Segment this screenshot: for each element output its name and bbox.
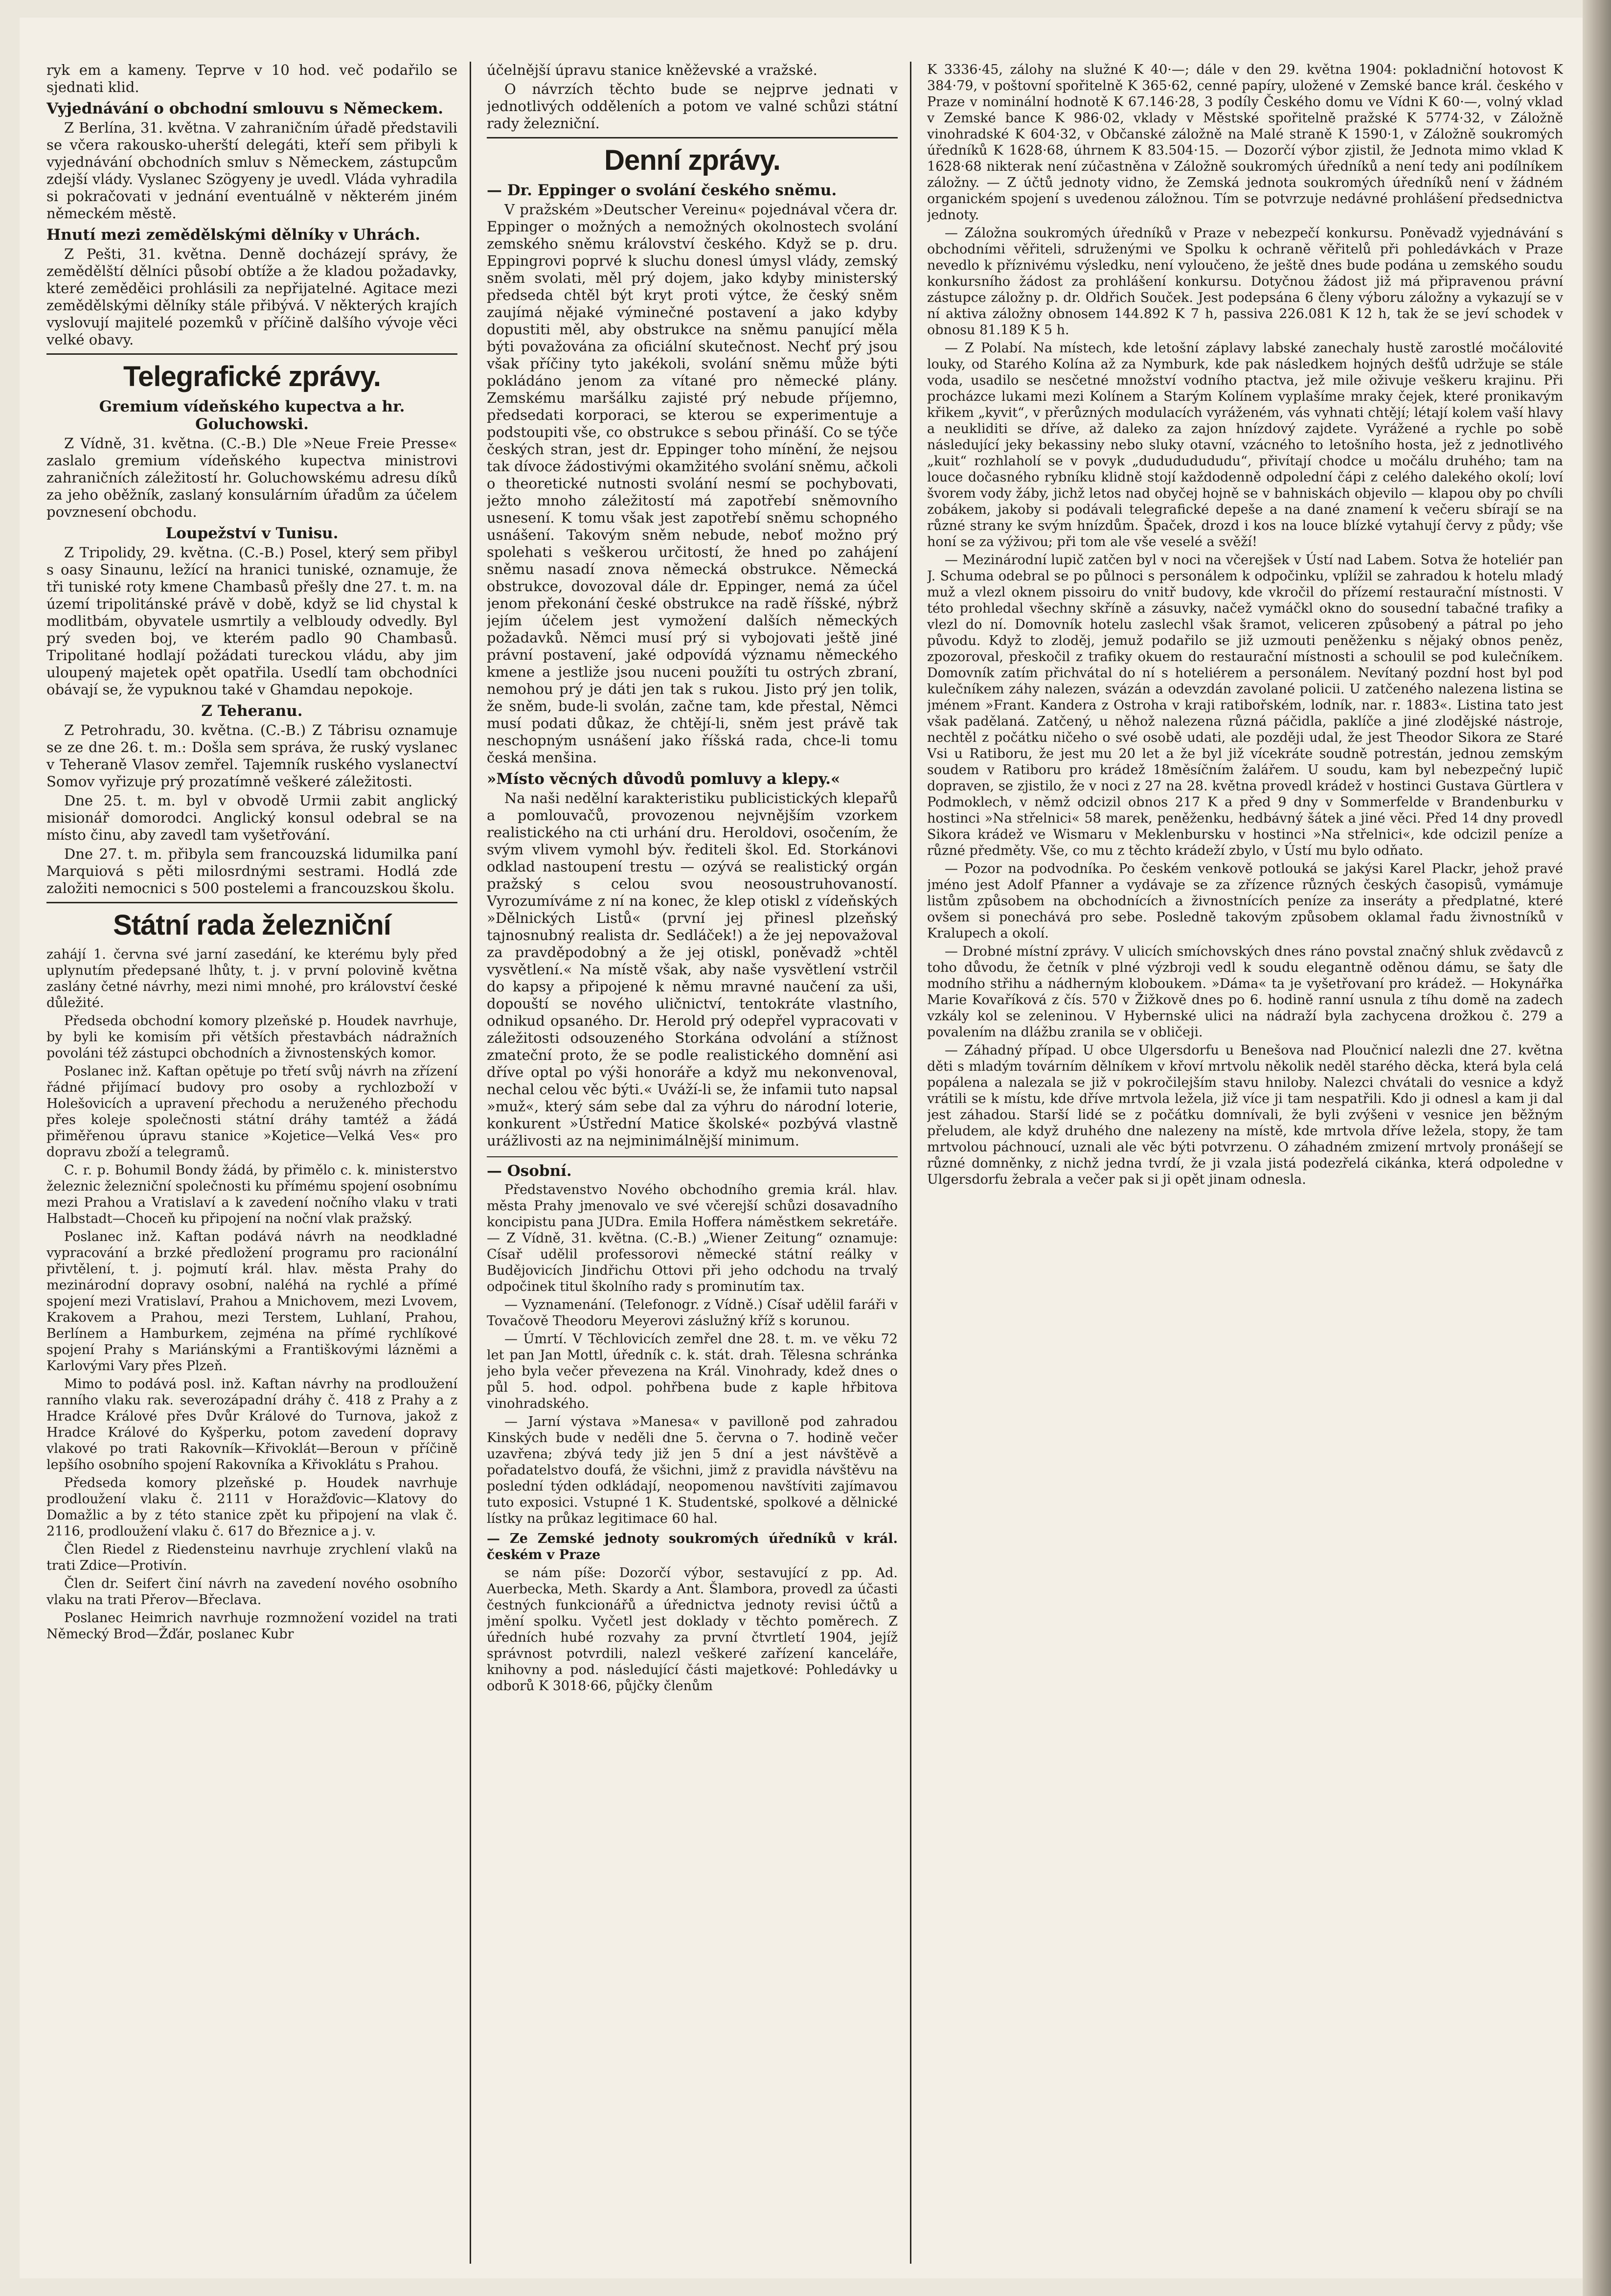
article-eppinger: V pražském »Deutscher Vereinu« pojednával včera dr. Eppinger o možných a nemožných okolnostech svolání zemského sněmu království českého. Když se p. dru. Eppingrovi poprvé k sluchu donesl úmysl vlády, zemský sněm svolati, měl prý dojem, jako kdyby ministerský předseda chtěl být kryt proti výtce, že český sněm zaujímá nějaké výminečné postavení a jako kdyby dopustiti měl, aby obstrukce na sněmu panující měla býti považována za oficiální skutečnost. Nechť prý jsou však příčiny tyto jakékoli, svolání sněmu může býti pokládáno jenom za vítané pro německé plány. Zemskému maršálku zajisté prý nebude příjemno, předsedati korporaci, se kterou se experimentuje a podstoupiti vše, co obstrukce s sebou přináší. Co se týče českých stran, jest dr. Eppinger toho mínění, že nejsou tak dívoce žádostivými okamžitého svolání sněmu, ačkoli o theoretické nutnosti svolání nesmí se pochybovati, ježto mnoho záležitostí má zapotřebí sněmovního usnesení. K tomu však jest zapotřebí sněmu schopného usnášení. Takovým sněm nebude, neboť možno prý spolehati s veškerou určitostí, že hned po zahájení sněmu nasadí znova německá obstrukce. Německá obstrukce, dovozoval dále dr. Eppinger, nemá za účel jenom překonání české obstrukce na radě říšské, nýbrž jejím účelem jest vymožení dalších německých požadavků. Němci musí prý si vybojovati ještě jiné právní postavení, jaké odpovídá významu německého kmene a jestliže jsou nuceni použíti tu ostrých zbraní, nemohou prý je dáti jen tak s rukou. Jisto prý jen tolik, že sněm, bude-li svolán, začne tam, kde přestal, Němci musí podati důkaz, že chtějí-li, sněm jest právě tak neschopným usnášení jako říšská rada, chce-li tomu česká menšina. [487, 201, 898, 766]
headline-gremium: Gremium vídeňského kupectva a hr. Goluchowski. [99, 398, 405, 433]
headline-farm-workers: Hnutí mezi zemědělskými dělníky v Uhrách. [46, 226, 421, 244]
article-lupic: — Mezinárodní lupič zatčen byl v noci na včerejšek v Ústí nad Labem. Sotva že hoteliér pan J. Schuma odebral se po půlnoci s personálem k odpočinku, vplížil se zahradou k hotelu mladý muž a vlezl oknem pissoiru do vnitř budovy, kde vkročil do přízemí restaurační místnosti. V této prohledal všechny skříně a zásuvky, načež vymáčkl okno do sousední tabačné trafiky a vlezl do ní. Domovník hotelu zaslechl však šramot, veliceren způsobený a pátral po jeho původu. Když to zloděj, jemuž podařilo se již uzmouti peněženku s nějaký obnos peněz, zpozoroval, přeskočil z trafiky okuem do restaurační místnosti a schoulil se pod kulečníkem. Domovník zatím přichvátal do ní s hoteliérem a personálem. Nevítaný pozdní host byl pod kulečníkem záhy nalezen, svázán a odevzdán zavolané policii. U zatčeného nalezena listina se jménem »Frant. Kandera z Ostroha v kraji ratibořském, lodník, nar. r. 1883«. Listina tato jest však padělaná. Zatčený, u něhož nalezena různá páčidla, paklíče a jiné zlodějské nástroje, nechtěl z počátku ničeho o své osobě udati, ale později udal, že jest Theodor Sikora ze Staré Vsi u Ratiboru, že jest mu 20 let a že byl již vícekráte soudně potrestán, jednou zemským soudem v Ratiboru pro krádež 18měsíčním žalářem. U soudu, kam byl nebezpečný lupič dopraven, se zjistilo, že v noci z 27 na 28. května provedl krádež v hostinci Gustava Gürtlera v Podmoklech, v němž odcizil obnos 217 K a před 9 dny v Sommerfelde v Brandenburku v hostinci »Na střelnici« 58 marek, peněženku, hedbávný šátek a jiné věci. Před 14 dny provedl Sikora krádež ve Wismaru v Meklenbursku v hostinci »Na střelnici«, kde odcizil peníze a různé předměty. Vše, co mu z těchto krádeží zbylo, v Ústí mu bylo odňato. [927, 552, 1563, 858]
headline-eppinger: — Dr. Eppinger o svolání českého sněmu. [487, 182, 837, 199]
article-rada-6: Mimo to podává posl. inž. Kaftan návrhy na prodloužení ranního vlaku rak. severozápadní dráhy č. 418 z Prahy a z Hradce Králové přes Dvůr Králové do Turnova, jakož z Hradce Králové do Kyšperku, potom zavedení dopravy vlakové po trati Rakovník—Křivoklát—Beroun v příčině lepšího osobního spojení Rakovníka a Křivoklátu s Prahou. [46, 1377, 457, 1472]
section-banner-denni: Denní zprávy. [487, 137, 898, 178]
page-fold-edge [1583, 0, 1611, 2296]
article-gremium: Z Vídně, 31. května. (C.-B.) Dle »Neue Freie Presse« zaslalo gremium vídeňského kupectva ministrovi zahraničních záležitostí hr. Goluchowskému adresu díků za jeho oběžník, zaslaný konsulárním úřadům za účelem povznesení obchodu. [46, 435, 457, 520]
article-zalozna: — Záložna soukromých úředníků v Praze v nebezpečí konkursu. Poněvadž vyjednávání s obchodními věřiteli, sdruženými ve Spolku k ochraně věřitelů při pohledávkách v Praze nevedlo k příznivému výsledku, není vyloučeno, že ještě dnes bude podána u zemského soudu konkursního žádost za prohlášení konkursu. Dotyčnou žádost již má připravenou právní zástupce záložny p. dr. Oldřich Souček. Jest podepsána 6 členy výboru záložny a vykazují se v ní aktiva záložny obnosem 144.892 K 7 h, passiva 226.081 K 12 h, tak že se jeví schodek v obnosu 81.189 K 5 h. [927, 226, 1563, 338]
article-farm-workers: Z Pešti, 31. května. Denně docházejí správy, že zemědělští dělníci působí obtíže a že kladou požadavky, které zeměděici prohlásili za nepřijatelné. Agitace mezi zemědělskými dělníky stále přibývá. V některých krajích vyslovují majitelé pozemků v příčině dalšího vývoje věci velké obavy. [46, 246, 457, 348]
carryover-text: ryk em a kameny. Teprve v 10 hod. več podařilo se sjednati klid. [46, 62, 457, 95]
article-rada-8: Člen Riedel z Riedensteinu navrhuje zrychlení vlaků na trati Zdice—Protivín. [46, 1542, 457, 1573]
carryover-rada: účelnější úpravu stanice kněževské a vražské. [487, 62, 817, 78]
article-rada-1: zahájí 1. června své jarní zasedání, ke kterému byly před uplynutím předepsané lhůty, t. j. v první polovině května zaslány četné návrhy, mezi nimi mnohé, pro království české důležité. [46, 947, 457, 1010]
article-podvodnik: — Pozor na podvodníka. Po českém venkově potlouká se jakýsi Karel Plackr, jehož pravé jméno jest Adolf Pfanner a vydávaje se za zřízence různých českých časopisů, vymámuje listům způsobem na obchodnících a živnostnících peníze za inseráty a předplatné, které ovšem si ponechává pro sebe. Posledně takovým způsobem oklamal řadu živnostníků v Kralupech a okolí. [927, 861, 1563, 941]
column-middle [487, 62, 898, 2264]
article-rada-5: Poslanec inž. Kaftan podává návrh na neodkladné vypracování a brzké předložení programu pro racionální přivtělení, t. j. pojmutí král. hlav. města Prahy do mezinárodní dopravy osobní, naléhá na rychlé a přímé spojení mezi Vratislaví, Prahou a Mnichovem, mezi Lvovem, Krakovem a Prahou, mezi Terstem, Luhlaní, Prahou, Berlínem a Hamburkem, zejména na přímé rychlíkové spojení Prahy s Mariánskými a Františkovými lázněmi a Karlovými Vary přes Plzeň. [46, 1229, 457, 1374]
column-rule-2 [910, 62, 911, 2264]
headline-tunis: Loupežství v Tunisu. [165, 525, 339, 542]
article-vyznamenani: — Vyznamenání. (Telefonogr. z Vídně.) Císař udělil faráři v Tovačově Theodoru Meyerovi záslužný kříž s korunou. [487, 1297, 898, 1329]
headline-osobni: — Osobní. [487, 1162, 572, 1180]
article-polabi: — Z Polabí. Na místech, kde letošní záplavy labské zanechaly hustě zarostlé močálovité louky, od Starého Kolína až za Nymburk, kde pak následkem hojných dešťů udržuje se stále voda, usadilo se nesčetné množství vodního ptactva, jež mile oživuje veškeru krajinu. Při procházce lukami mezi Kolínem a Starým Kolínem vyplašíme mraky čejek, které pronikavým křikem „kyvit“, v přerůzných modulacích vyráženém, vás vyhnati chtějí; létají kolem vaší hlavy a neukliditi se dříve, až daleko za zajon hnízdový zajdete. Vyrážené a rychle po sobě následující jeky bekassiny nebo sluky otavní, vzácného to letošního hosta, jež z jednotlivého „kuit“ rozhlaholí se v povyk „dudududududu“, přivítají chodce u močálu druhého; tam na louce dočasného rybníku klidně stojí každodenně odpolední čápi z celého dalekého okolí; loví švorem vody žáby, jichž letos nad obyčej hojně se v bahniskách objevilo — klapou oby po chvíli zobákem, jakoby si podávali telegrafické depeše a na dané znamení k večeru sbírají se na různé strany ke svým hnízdům. Špaček, drozd i kos na louce blízké vytahují červy z půdy; vše honí se za výživou; při tom ale vše veselé a svěží! [927, 341, 1563, 550]
article-rada-4: C. r. p. Bohumil Bondy žádá, by přimělo c. k. ministerstvo železnic železniční společnosti ku přímému spojení osobnímu mezi Prahou a Vratislaví a k zavedení nočního vlaku v trati Halbstadt—Choceň ku připojení na noční vlak pražský. [46, 1163, 457, 1226]
newspaper-page [20, 18, 1591, 2278]
article-rada-10: Poslanec Heimrich navrhuje rozmnožení vozidel na trati Německý Brod—Žďár, poslanec Kubr [46, 1610, 457, 1642]
carryover-rada-2: O návrzích těchto bude se nejprve jednati v jednotlivých odděleních a potom ve valné schůzi státní rady železniční. [487, 81, 898, 132]
headline-teheran: Z Teheranu. [201, 702, 303, 720]
column-right [927, 62, 1563, 2264]
article-rada-7: Předseda komory plzeňské p. Houdek navrhuje prodloužení vlaku č. 2111 v Horažďovic—Klatovy do Domažlic a by z této stanice zpět ku připojení na vlak č. 2116, prodloužení vlaku č. 617 do Březnice a j. v. [46, 1475, 457, 1539]
article-teheran-3: Dne 27. t. m. přibyla sem francouzská lidumilka paní Marquiová s pěti milosrdnými sestrami. Hodlá zde založiti nemocnici s 500 postelemi a francouzskou školu. [46, 846, 457, 896]
divider [487, 1156, 898, 1157]
section-banner-rada: Státní rada železniční [46, 902, 457, 942]
article-trade-treaty: Z Berlína, 31. května. V zahraničním úřadě představili se včera rakousko-uherští delegáti, kteří sem přibyli k vyjednávání obchodních smluv s Německem, zástupcům zdejší vlády. Vyslanec Szögyeny je uvedl. Vláda vyhradila si pokračovati v jednání eventuálně v některém jiném německém městě. [46, 119, 457, 222]
article-jednota-cont: K 3336·45, zálohy na služné K 40·—; dále v den 29. května 1904: pokladniční hotovost K 384·79, v poštovní spořitelně K 365·62, cenné papíry, uložené v Zemské bance král. českého v Praze v nominální hodnotě K 67.146·28, 3 podíly Českého domu ve Vídni K 60·—, volný vklad v Zemské bance K 986·02, vklady v Městské spořitelně pražské K 5774·32, v Záložně vinohradské K 604·32, v Občanské záložně na Malé straně K 1590·1, v Záložně soukromých úředníků K 1628·68, úhrnem K 83.504·15. — Dozorčí výbor zjistil, že Jednota mimo vklad K 1628·68 nikterak není zúčastněna v Záložně soukromých úředníků a není tedy ani podílníkem záložny. — Z účtů jednoty vidno, že Zemská jednota soukromých úředníků není v žádném organickém spojení s uvedenou záložnou. Tím se potvrzuje nedávné prohlášení předsednictva jednoty. [927, 62, 1563, 223]
article-tunis: Z Tripolidy, 29. května. (C.-B.) Posel, který sem přibyl s oasy Sinaunu, ležící na hranici tuniské, oznamuje, že tři tuniské roty kmene Chambasů přešly dne 27. t. m. na území tripolitánské právě v době, když se lid chystal k modlitbám, obyvatele usmrtily a velbloudy odvedly. Byl prý sveden boj, ve kterém padlo 90 Chambasů. Tripolitané hodlají požádati tureckou vládu, aby jim uloupený majetek opět opatřila. Usedlí tam obchodníci obávají se, že vypuknou také v Ghamdau nepokoje. [46, 544, 457, 698]
article-klepy: Na naši nedělní karakteristiku publicistických klepařů a pomlouvačů, provozenou nejvnějším vzorkem realistického na cti urhání dru. Heroldovi, osočením, že svým vlivem vymohl býv. řediteli škol. Ed. Storkánovi odklad nastoupení trestu — ozývá se realistický orgán pražský s celou svou neosoustruhovaností. Vyrozumíváme z ní na konec, že klep otiskl z vídeňských »Dělnických Listů« (první jej přinesl plzeňský tajnosnubný realista dr. Sedláček!) a že jej nepovažoval za pravděpodobný a že jej otiskl, poněvadž »chtěl vysvětlení.« Na místě však, aby naše vysvětlení vstrčil do kapsy a připojené k němu mravné naučení za uši, dopouští se nového uličnictví, tentokráte vlastního, odnikud opsaného. Dr. Herold prý odepřel vypracovati v záležitosti odsouzeného Storkána odvolání a stížnost zmateční proto, že se podle realistického domnění asi dříve optal po výši honoráře a když mu nekonvenoval, nechal celou věc býti.« Uváží-li se, že infamii tuto napsal »muž«, který sám sebe dal za výhru do národní loterie, konkurent »Ústřední Matice školské« pozbývá vlastně urážlivosti az na nejminimálnější minimum. [487, 790, 898, 1149]
article-teheran-2: Dne 25. t. m. byl v obvodě Urmii zabit anglický misionář domorodci. Anglický konsul odebral se na místo činu, aby zavedl tam vyšetřování. [46, 792, 457, 843]
article-jednota: se nám píše: Dozorčí výbor, sestavující z pp. Ad. Auerbecka, Meth. Skardy a Ant. Šlambora, provedl za účasti čestných funkcionářů a úřednictva jednoty revisi účtů a jmění spolku. Vyčetl jest doklady v těchto poměrech. Z úředních hubé rozvahy za první čtvrtletí 1904, jejíž správnost potvrdili, nalezl veškeré zařízení kanceláře, knihovny a pod. následující části majetkové: Pohledávky u odborů K 3018·66, půjčky členům [487, 1565, 898, 1694]
column-left [46, 62, 457, 2264]
headline-trade-treaty: Vyjednávání o obchodní smlouvu s Německem. [46, 100, 444, 117]
article-umrti: — Úmrtí. V Těchlovicích zemřel dne 28. t. m. ve věku 72 let pan Jan Mottl, úředník c. k. stát. drah. Tělesna schránka jeho byla večer převezena na Král. Vinohrady, kdež dnes o půl 5. hod. odpol. pohřbena bude z kaple hřbitova vinohradského. [487, 1332, 898, 1411]
article-zahadny: — Záhadný případ. U obce Ulgersdorfu u Benešova nad Ploučnicí nalezli dne 27. května děti s mladým továrním dělníkem v křoví mrtvolu několik neděl starého děcka, která byla celá popálena a nalezala se již v pokročilejším stavu hniloby. Nalezci chvátali do vesnice a když vrátili se k místu, kde dříve mrtvola ležela, již více ji tam nespatřili. Kdo ji odnesl a kam ji dal jest záhadou. Starší lidé se z počátku domnívali, že byli zvýšeni v vesnice jen běžným přeludem, ale když druhého dne nalezeny na místě, kde mrtvola dříve ležela, stopy, že tam mrtvolou páchnoucí, uznali ale věc býti potvrzenu. O záhadném zmizení mrtvoly pronášejí se různé domněnky, z nichž jedna tvrdí, že ji vzala jistá podezřelá cikánka, která odpoledne v Ulgersdorfu žebrala a večer pak si ji opět jinam odnesla. [927, 1043, 1563, 1187]
column-rule-1 [470, 62, 471, 2264]
section-banner-telegraf: Telegrafické zprávy. [46, 353, 457, 394]
article-manes: — Jarní výstava »Manesa« v pavilloně pod zahradou Kinských bude v neděli dne 5. června o 7. hodině večer uzavřena; zbývá tedy již jen 5 dní a jest návštěvě a pořadatelstvo doufá, že všichni, jimž z pravidla návštěvu na poslední týden odkládají, neopomenou navštíviti zajímavou tuto exposici. Vstupné 1 K. Studentské, spolkové a dělnické lístky na průkaz legitimace 60 hal. [487, 1414, 898, 1526]
article-rada-3: Poslanec inž. Kaftan opětuje po třetí svůj návrh na zřízení řádné přijímací budovy pro osoby a rychlozboží v Holešovicích a upravení přechodu a neruženého přechodu přes koleje společnosti státní dráhy tamtéž a žádá přiměřenou úpravu stanice »Kojetice—Velká Ves« pro dopravu zboží a telegramů. [46, 1064, 457, 1160]
headline-jednota: — Ze Zemské jednoty soukromých úředníků v král. českém v Praze [487, 1531, 898, 1562]
article-rada-2: Předseda obchodní komory plzeňské p. Houdek navrhuje, by byli ke komisím při větších přestavbách nádražních povoláni též zástupci obchodních a živnostenských komor. [46, 1013, 457, 1061]
article-teheran-1: Z Petrohradu, 30. května. (C.-B.) Z Tábrisu oznamuje se ze dne 26. t. m.: Došla sem správa, že ruský vyslanec v Teheraně Vlasov zemřel. Tajemník ruského vyslanectví Somov vyřizuje prý prozatímně veškeré záležitosti. [46, 722, 457, 790]
article-osobni: Představenstvo Nového obchodního gremia král. hlav. města Prahy jmenovalo ve své včerejší schůzi dosavadního koncipistu pana JUDra. Emila Hoffera náměstkem sekretáře. — Z Vídně, 31. května. (C.-B.) „Wiener Zeitung“ oznamuje: Císař udělil professorovi německé státní reálky v Budějovicích Jindřichu Ottovi při jeho odchodu na trvalý odpočinek titul školního rady s prominutím tax. [487, 1182, 898, 1294]
article-drobne: — Drobné místní zprávy. V ulicích smíchovských dnes ráno povstal značný shluk zvědavců z toho důvodu, že četník v plné výzbroji vedl k soudu elegantně oděnou dámu, se šaty dle modního střihu a nádherným kloboukem. »Dáma« ta je vyšetřovaní pro krádež. — Hokynářka Marie Kovaříková z čís. 570 v Žižkově dnes po 6. hodině ranní usnula z tíhu domě na zadech vzkály kol se zeleninou. V Hybernské ulici na nádraží byla zachycena drožkou č. 279 a povalením na dlážbu zranila se v obličeji. [927, 944, 1563, 1040]
article-rada-9: Člen dr. Seifert činí návrh na zavedení nového osobního vlaku na trati Přerov—Břeclava. [46, 1576, 457, 1607]
headline-klepy: »Místo věcných důvodů pomluvy a klepy.« [487, 770, 840, 788]
